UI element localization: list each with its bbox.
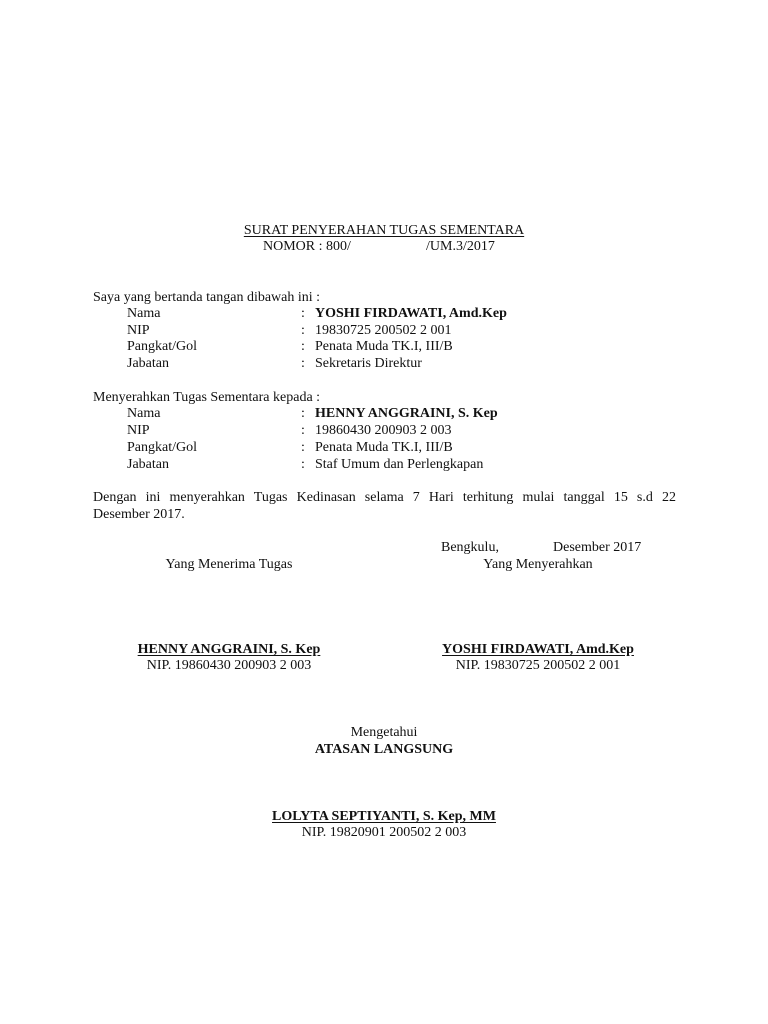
left-signature-role: Yang Menerima Tugas [165, 557, 293, 572]
nomor-suffix: /UM.3/2017 [426, 239, 495, 254]
intro-text: Saya yang bertanda tangan dibawah ini : [93, 290, 321, 305]
date-text: Desember 2017 [553, 540, 642, 555]
penerima-value-pangkat: Penata Muda TK.I, III/B [315, 440, 453, 455]
approval-label: Mengetahui [350, 725, 418, 740]
penerima-value-jabatan: Staf Umum dan Perlengkapan [315, 457, 484, 472]
approval-name-wrap [184, 808, 584, 825]
approval-nip: NIP. 19820901 200502 2 003 [301, 825, 467, 840]
penerima-value-nama: HENNY ANGGRAINI, S. Kep [315, 406, 498, 421]
pemberi-value-nama: YOSHI FIRDAWATI, Amd.Kep [315, 306, 507, 321]
body-line-2: Desember 2017. [93, 507, 185, 522]
penerima-value-nip: 19860430 200903 2 003 [315, 423, 452, 438]
pemberi-label-nip: NIP [127, 323, 150, 338]
pemberi-label-nama: Nama [127, 306, 161, 321]
penerima-colon: : [301, 440, 305, 455]
penerima-label-nama: Nama [127, 406, 161, 421]
pemberi-colon: : [301, 323, 305, 338]
pemberi-label-pangkat: Pangkat/Gol [127, 339, 197, 354]
right-signature-name-wrap [388, 641, 688, 658]
pemberi-value-nip: 19830725 200502 2 001 [315, 323, 452, 338]
left-signature-name-wrap [79, 641, 379, 658]
pemberi-colon: : [301, 339, 305, 354]
approval-name: LOLYTA SEPTIYANTI, S. Kep, MM [272, 809, 496, 824]
place-text: Bengkulu, [441, 540, 499, 555]
penerima-label-pangkat: Pangkat/Gol [127, 440, 197, 455]
right-signature-role: Yang Menyerahkan [483, 557, 593, 572]
pemberi-value-jabatan: Sekretaris Direktur [315, 356, 422, 371]
penerima-colon: : [301, 457, 305, 472]
transfer-text: Menyerahkan Tugas Sementara kepada : [93, 390, 321, 405]
pemberi-colon: : [301, 306, 305, 321]
left-signature-nip: NIP. 19860430 200903 2 003 [146, 658, 312, 673]
penerima-colon: : [301, 423, 305, 438]
pemberi-label-jabatan: Jabatan [127, 356, 169, 371]
right-signature-name: YOSHI FIRDAWATI, Amd.Kep [442, 642, 634, 657]
body-line-1: Dengan ini menyerahkan Tugas Kedinasan selama 7 Hari terhitung mulai tanggal 15 s.d 22 [93, 490, 676, 505]
nomor-prefix: NOMOR : 800/ [263, 239, 351, 254]
left-signature-name: HENNY ANGGRAINI, S. Kep [137, 642, 321, 657]
penerima-colon: : [301, 406, 305, 421]
pemberi-value-pangkat: Penata Muda TK.I, III/B [315, 339, 453, 354]
penerima-label-jabatan: Jabatan [127, 457, 169, 472]
document-title: SURAT PENYERAHAN TUGAS SEMENTARA [243, 223, 525, 238]
penerima-label-nip: NIP [127, 423, 150, 438]
pemberi-colon: : [301, 356, 305, 371]
right-signature-nip: NIP. 19830725 200502 2 001 [455, 658, 621, 673]
approval-title: ATASAN LANGSUNG [314, 742, 454, 757]
